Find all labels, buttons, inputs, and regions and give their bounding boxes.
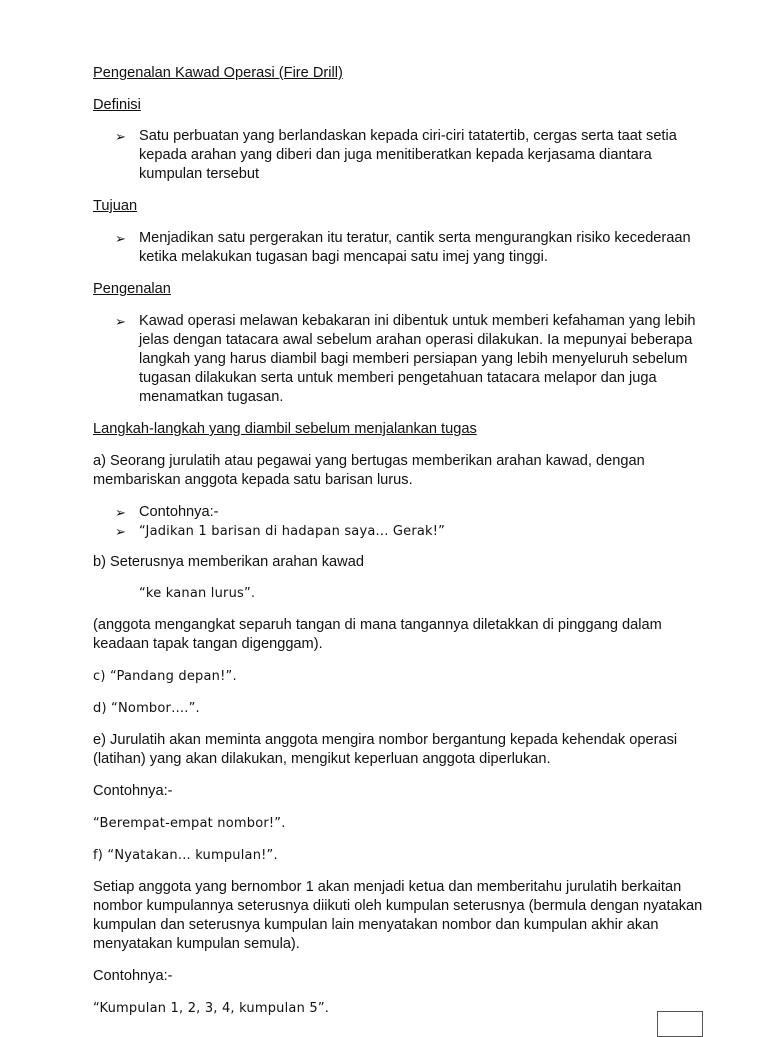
bullet-arrow-icon: ➢ xyxy=(115,505,126,520)
bullet-arrow-icon: ➢ xyxy=(115,231,126,246)
list-item xyxy=(93,522,713,541)
bullet-arrow-icon: ➢ xyxy=(115,524,126,539)
step-e: e) Jurulatih akan meminta anggota mengira nombor bergantung kepada kehendak operasi (latihan) yang akan dilakukan, mengikut keperluan anggota diperlukan. xyxy=(93,732,678,767)
bullet-arrow-icon: ➢ xyxy=(115,314,126,329)
step-e-example-label: Contohnya:- xyxy=(93,783,173,799)
step-b: b) Seterusnya memberikan arahan kawad xyxy=(93,554,364,570)
list-item xyxy=(93,503,713,522)
step-b-command: “ke kanan lurus”. xyxy=(139,586,256,601)
step-b-note: (anggota mengangkat separuh tangan di mana tangannya diletakkan di pinggang dalam keadaan tapak tangan digenggam). xyxy=(93,617,662,652)
bullet-arrow-icon: ➢ xyxy=(115,129,126,144)
step-a-example-label: Contohnya:- xyxy=(139,504,219,520)
step-d: d) “Nombor….”. xyxy=(93,701,200,716)
document-page xyxy=(93,64,713,1018)
heading-langkah: Langkah-langkah yang diambil sebelum menjalankan tugas xyxy=(93,421,477,437)
list-item xyxy=(93,312,713,407)
list-item xyxy=(93,127,713,184)
step-e-example: “Berempat-empat nombor!”. xyxy=(93,816,286,831)
step-a: a) Seorang jurulatih atau pegawai yang bertugas memberikan arahan kawad, dengan membariskan anggota kepada satu barisan lurus. xyxy=(93,453,645,488)
step-c: c) “Pandang depan!”. xyxy=(93,669,237,684)
step-a-example-command: “Jadikan 1 barisan di hadapan saya... Gerak!” xyxy=(139,524,446,539)
document-title: Pengenalan Kawad Operasi (Fire Drill) xyxy=(93,65,343,81)
step-f-example-label: Contohnya:- xyxy=(93,968,173,984)
heading-tujuan: Tujuan xyxy=(93,198,138,214)
page-number-box xyxy=(657,1011,703,1037)
step-f-note: Setiap anggota yang bernombor 1 akan menjadi ketua dan memberitahu jurulatih berkaitan nombor kumpulannya seterusnya diikuti oleh kumpulan seterusnya (bermula dengan nyatakan kumpulan dan seterusnya kumpulan lain menyatakan nombor dan kumpulan akhir akan menyatakan kumpulan semula). xyxy=(93,879,703,952)
heading-definisi: Definisi xyxy=(93,97,141,113)
step-f-example: “Kumpulan 1, 2, 3, 4, kumpulan 5”. xyxy=(93,1001,330,1016)
list-item xyxy=(93,229,713,267)
step-f: f) “Nyatakan... kumpulan!”. xyxy=(93,848,278,863)
tujuan-text: Menjadikan satu pergerakan itu teratur, cantik serta mengurangkan risiko kecederaan ketika melakukan tugasan bagi mencapai satu imej yang tinggi. xyxy=(139,230,691,265)
definisi-text: Satu perbuatan yang berlandaskan kepada ciri-ciri tatatertib, cergas serta taat setia kepada arahan yang diberi dan juga menitiberatkan kepada kerjasama diantara kumpulan tersebut xyxy=(139,128,677,182)
heading-pengenalan: Pengenalan xyxy=(93,281,171,297)
pengenalan-text: Kawad operasi melawan kebakaran ini dibentuk untuk memberi kefahaman yang lebih jelas dengan tatacara awal sebelum arahan operasi dilakukan. Ia mepunyai beberapa langkah yang harus diambil bagi memberi persiapan yang lebih menyeluruh sebelum tugasan dilakukan serta untuk memberi pengetahuan tatacara melapor dan juga menamatkan tugasan. xyxy=(139,313,696,405)
